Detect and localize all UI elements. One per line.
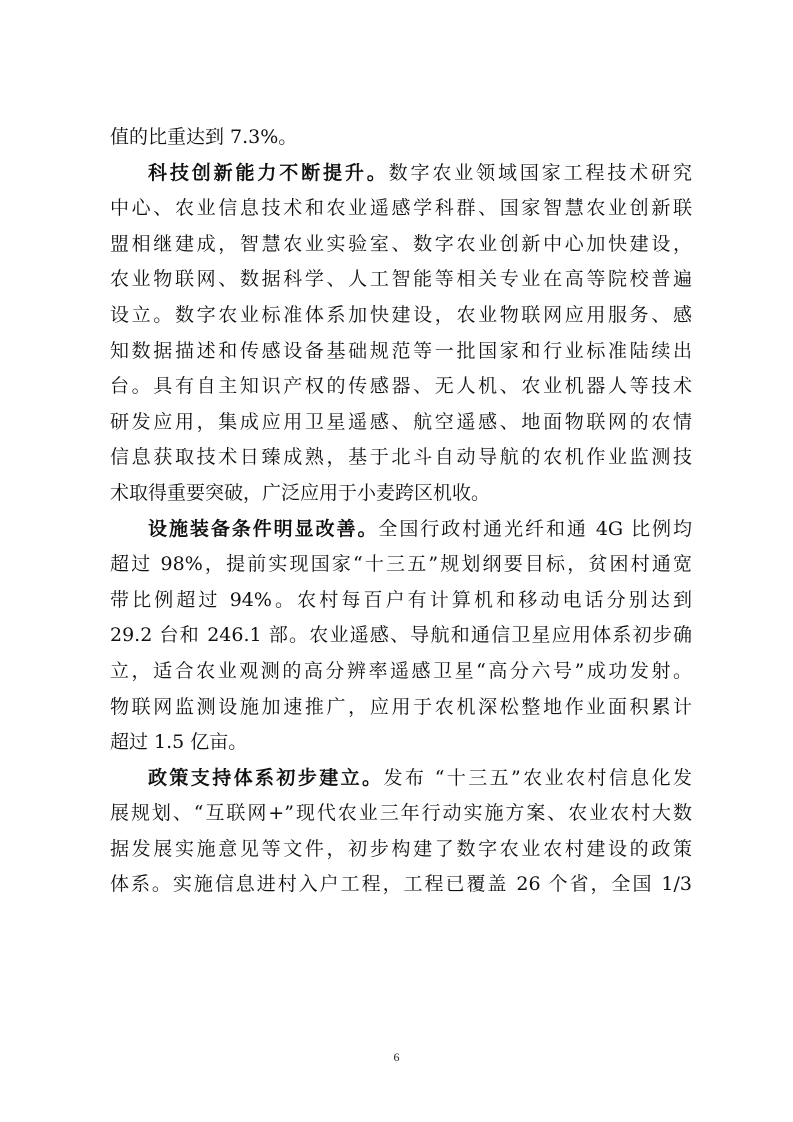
text-line: 台。具有自主知识产权的传感器、无人机、农业机器人等技术 [110,375,692,398]
text-line: 据发展实施意见等文件，初步构建了数字农业农村建设的政策 [110,837,692,860]
text-line: 体系。实施信息进村入户工程，工程已覆盖 26 个省，全国 1/3 [110,873,692,896]
text-line: 物联网监测设施加速推广，应用于农机深松整地作业面积累计 [110,695,692,718]
text-line: 值的比重达到 7.3%。 [110,126,298,148]
text-line-content: 数字农业领域国家工程技术研究 [388,161,692,184]
paragraph-policy [110,761,692,903]
paragraph-heading: 设施装备条件明显改善。 [148,517,379,540]
text-line-content: 发布 “十三五”农业农村信息化发 [383,766,692,789]
paragraph-heading: 政策支持体系初步建立。 [148,766,384,789]
text-line: 信息获取技术日臻成熟，基于北斗自动导航的农机作业监测技 [110,446,692,469]
text-line-content: 全国行政村通光纤和通 4G 比例均 [378,517,692,540]
text-line: 中心、农业信息技术和农业遥感学科群、国家智慧农业创新联 [110,197,692,220]
text-line: 带比例超过 94%。农村每百户有计算机和移动电话分别达到 [110,588,692,611]
page-number: 6 [393,1050,400,1064]
text-line: 展规划、“互联网+”现代农业三年行动实施方案、农业农村大数 [110,802,692,825]
text-line: 知数据描述和传感设备基础规范等一批国家和行业标准陆续出 [110,339,692,362]
document-body [110,120,692,903]
text-line: 设立。数字农业标准体系加快建设，农业物联网应用服务、感 [110,303,692,326]
text-line [110,512,692,548]
text-line: 立，适合农业观测的高分辨率遥感卫星“高分六号”成功发射。 [110,659,692,682]
text-line: 超过 98%，提前实现国家“十三五”规划纲要目标，贫困村通宽 [110,553,692,576]
paragraph-continuation [110,120,692,156]
text-line [110,156,692,192]
text-line: 盟相继建成，智慧农业实验室、数字农业创新中心加快建设， [110,232,692,255]
paragraph-tech-innovation [110,156,692,512]
paragraph-heading: 科技创新能力不断提升。 [148,161,389,184]
text-line: 研发应用，集成应用卫星遥感、航空遥感、地面物联网的农情 [110,410,692,433]
paragraph-facilities [110,512,692,761]
text-line: 29.2 台和 246.1 部。农业遥感、导航和通信卫星应用体系初步确 [110,624,692,647]
text-line [110,761,692,797]
text-line: 术取得重要突破，广泛应用于小麦跨区机收。 [110,481,491,504]
text-line: 超过 1.5 亿亩。 [110,731,248,754]
text-line: 农业物联网、数据科学、人工智能等相关专业在高等院校普遍 [110,268,692,291]
